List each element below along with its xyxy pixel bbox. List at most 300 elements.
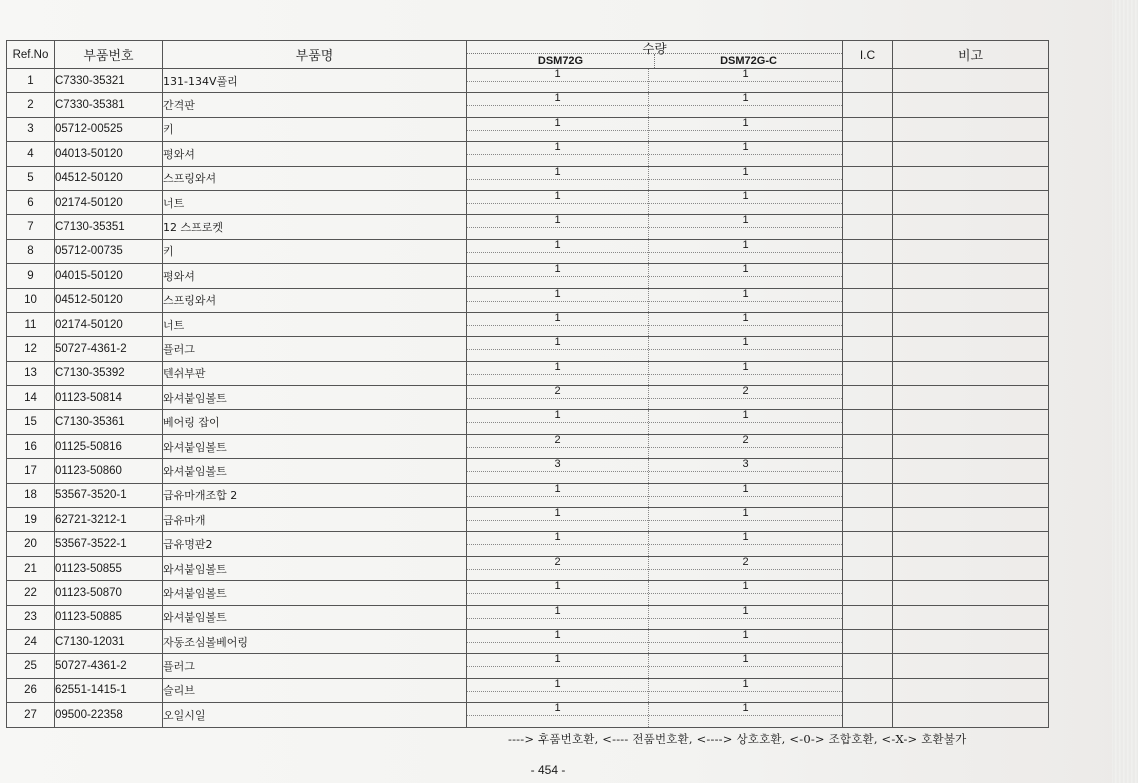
qty-model-a-cell — [467, 264, 649, 288]
dotted-rule — [649, 398, 842, 399]
part-name-cell: 플러그 — [163, 337, 467, 361]
ref-no-cell: 8 — [7, 239, 55, 263]
dotted-rule — [649, 349, 842, 350]
qty-model-a-cell — [467, 629, 649, 653]
qty-model-b-value: 1 — [742, 68, 749, 80]
dotted-rule — [467, 496, 648, 497]
qty-model-a-cell — [467, 703, 649, 727]
ref-no-cell: 6 — [7, 190, 55, 214]
part-name-cell: 텐쉬부판 — [163, 361, 467, 385]
ref-no-cell: 18 — [7, 483, 55, 507]
dotted-rule — [467, 422, 648, 423]
part-number-cell: 04015-50120 — [55, 264, 163, 288]
dotted-rule — [467, 593, 648, 594]
dotted-rule — [649, 301, 842, 302]
ic-cell — [843, 386, 893, 410]
qty-model-a-value: 1 — [554, 702, 561, 715]
ic-cell — [843, 117, 893, 141]
table-row — [7, 239, 1049, 263]
dotted-rule — [467, 471, 648, 472]
table-row — [7, 190, 1049, 214]
part-name-cell: 스프링와셔 — [163, 166, 467, 190]
part-number-cell: C7330-35381 — [55, 93, 163, 117]
table-header-row — [7, 41, 1049, 69]
qty-model-b-value: 2 — [742, 434, 749, 446]
part-name-cell: 와셔붙임볼트 — [163, 581, 467, 605]
remarks-cell — [893, 410, 1049, 434]
ref-no-cell: 25 — [7, 654, 55, 678]
dotted-rule — [649, 252, 842, 253]
dotted-rule — [467, 105, 648, 106]
dotted-rule — [467, 618, 648, 619]
qty-model-b-cell — [649, 459, 843, 483]
dotted-rule — [467, 374, 648, 375]
part-name-cell: 베어링 잡이 — [163, 410, 467, 434]
qty-model-a-cell — [467, 678, 649, 702]
part-number-cell: 53567-3520-1 — [55, 483, 163, 507]
ref-no-cell: 4 — [7, 142, 55, 166]
table-row — [7, 215, 1049, 239]
qty-model-a-value: 1 — [554, 605, 561, 617]
qty-model-a-value: 2 — [554, 434, 561, 446]
qty-model-b-value: 3 — [742, 458, 749, 471]
qty-model-a-cell — [467, 142, 649, 166]
dotted-rule — [467, 227, 648, 228]
ic-cell — [843, 142, 893, 166]
ref-no-cell: 14 — [7, 386, 55, 410]
header-remarks: 비고 — [893, 41, 1049, 69]
ref-no-cell: 10 — [7, 288, 55, 312]
remarks-cell — [893, 190, 1049, 214]
qty-model-b-value: 1 — [742, 141, 749, 154]
qty-model-a-value: 1 — [554, 531, 561, 544]
qty-model-b-value: 1 — [742, 653, 749, 666]
qty-model-b-cell — [649, 264, 843, 288]
qty-model-a-value: 1 — [554, 653, 561, 666]
part-number-cell: C7130-35351 — [55, 215, 163, 239]
dotted-rule — [649, 618, 842, 619]
part-number-cell: 50727-4361-2 — [55, 337, 163, 361]
part-number-cell: 05712-00735 — [55, 239, 163, 263]
remarks-cell — [893, 629, 1049, 653]
qty-model-a-value: 1 — [554, 141, 561, 154]
table-row — [7, 654, 1049, 678]
remarks-cell — [893, 703, 1049, 727]
ic-cell — [843, 483, 893, 507]
qty-model-b-cell — [649, 629, 843, 653]
qty-model-a-cell — [467, 654, 649, 678]
dotted-rule — [649, 496, 842, 497]
part-name-cell: 와셔붙임볼트 — [163, 434, 467, 458]
ic-cell — [843, 264, 893, 288]
qty-model-b-cell — [649, 361, 843, 385]
ref-no-cell: 12 — [7, 337, 55, 361]
ic-cell — [843, 69, 893, 93]
qty-model-a-cell — [467, 386, 649, 410]
qty-model-a-cell — [467, 410, 649, 434]
dotted-rule — [649, 569, 842, 570]
part-name-cell: 와셔붙임볼트 — [163, 386, 467, 410]
part-name-cell: 와셔붙임볼트 — [163, 459, 467, 483]
part-number-cell: C7130-12031 — [55, 629, 163, 653]
remarks-cell — [893, 361, 1049, 385]
part-number-cell: 50727-4361-2 — [55, 654, 163, 678]
ic-cell — [843, 312, 893, 336]
dotted-rule — [467, 81, 648, 82]
part-number-cell: 05712-00525 — [55, 117, 163, 141]
dotted-rule — [467, 544, 648, 545]
header-model-b: DSM72G-C — [720, 55, 777, 67]
header-model-columns — [467, 53, 842, 68]
qty-model-a-value: 1 — [554, 263, 561, 276]
remarks-cell — [893, 654, 1049, 678]
part-name-cell: 와셔붙임볼트 — [163, 556, 467, 580]
dotted-rule — [649, 691, 842, 692]
qty-model-a-value: 1 — [554, 336, 561, 349]
qty-model-a-cell — [467, 556, 649, 580]
remarks-cell — [893, 678, 1049, 702]
qty-model-a-value: 1 — [554, 483, 561, 495]
qty-model-b-cell — [649, 508, 843, 532]
part-name-cell: 키 — [163, 117, 467, 141]
part-number-cell: 62721-3212-1 — [55, 508, 163, 532]
qty-model-b-cell — [649, 581, 843, 605]
qty-model-b-value: 1 — [742, 678, 749, 690]
qty-model-a-value: 1 — [554, 312, 561, 324]
qty-model-a-value: 1 — [554, 678, 561, 690]
dotted-rule — [649, 203, 842, 204]
dotted-rule — [467, 569, 648, 570]
ref-no-cell: 13 — [7, 361, 55, 385]
ic-cell — [843, 190, 893, 214]
qty-model-b-cell — [649, 69, 843, 93]
qty-model-b-value: 1 — [742, 580, 749, 593]
qty-model-b-cell — [649, 288, 843, 312]
qty-model-b-cell — [649, 215, 843, 239]
qty-model-a-value: 1 — [554, 507, 561, 520]
qty-model-a-value: 1 — [554, 580, 561, 593]
table-row — [7, 410, 1049, 434]
ref-no-cell: 24 — [7, 629, 55, 653]
parts-table — [6, 40, 1049, 728]
part-name-cell: 12 스프로켓 — [163, 215, 467, 239]
dotted-rule — [467, 349, 648, 350]
dotted-rule — [467, 447, 648, 448]
dotted-rule — [649, 276, 842, 277]
dotted-rule — [467, 203, 648, 204]
remarks-cell — [893, 166, 1049, 190]
qty-model-b-cell — [649, 337, 843, 361]
dotted-rule — [467, 398, 648, 399]
part-name-cell: 자동조심볼베어링 — [163, 629, 467, 653]
part-name-cell: 슬리브 — [163, 678, 467, 702]
qty-model-b-cell — [649, 556, 843, 580]
remarks-cell — [893, 459, 1049, 483]
ic-cell — [843, 434, 893, 458]
part-name-cell: 간격판 — [163, 93, 467, 117]
dotted-rule — [649, 154, 842, 155]
interchangeability-legend: ----> 후품번호환, <---- 전품번호환, <----> 상호호환, <-0-> 조합호환, <-X-> 호환불가 — [508, 732, 967, 746]
ref-no-cell: 20 — [7, 532, 55, 556]
table-row — [7, 678, 1049, 702]
qty-model-a-value: 2 — [554, 556, 561, 568]
ic-cell — [843, 459, 893, 483]
qty-model-b-cell — [649, 483, 843, 507]
ic-cell — [843, 215, 893, 239]
dotted-rule — [467, 154, 648, 155]
table-row — [7, 142, 1049, 166]
qty-model-b-value: 1 — [742, 361, 749, 373]
qty-model-a-cell — [467, 337, 649, 361]
qty-model-a-cell — [467, 581, 649, 605]
part-number-cell: 01123-50870 — [55, 581, 163, 605]
qty-model-a-cell — [467, 288, 649, 312]
qty-model-a-cell — [467, 434, 649, 458]
remarks-cell — [893, 288, 1049, 312]
header-ic: I.C — [843, 41, 893, 69]
part-number-cell: C7130-35392 — [55, 361, 163, 385]
qty-model-a-cell — [467, 532, 649, 556]
qty-model-b-cell — [649, 190, 843, 214]
dotted-rule — [649, 715, 842, 716]
dotted-rule — [649, 544, 842, 545]
ref-no-cell: 21 — [7, 556, 55, 580]
qty-model-b-cell — [649, 678, 843, 702]
part-name-cell: 너트 — [163, 190, 467, 214]
dotted-rule — [467, 520, 648, 521]
part-number-cell: 01123-50860 — [55, 459, 163, 483]
remarks-cell — [893, 337, 1049, 361]
header-part-name: 부품명 — [163, 41, 467, 69]
qty-model-a-value: 1 — [554, 409, 561, 422]
part-name-cell: 급유마개조합 2 — [163, 483, 467, 507]
dotted-rule — [649, 227, 842, 228]
part-number-cell: 04512-50120 — [55, 288, 163, 312]
dotted-rule — [649, 81, 842, 82]
qty-model-b-value: 1 — [742, 166, 749, 178]
parts-table-body — [7, 69, 1049, 728]
table-row — [7, 166, 1049, 190]
part-number-cell: 09500-22358 — [55, 703, 163, 727]
table-row — [7, 337, 1049, 361]
table-row — [7, 386, 1049, 410]
ic-cell — [843, 288, 893, 312]
remarks-cell — [893, 434, 1049, 458]
ic-cell — [843, 410, 893, 434]
remarks-cell — [893, 239, 1049, 263]
qty-model-b-value: 1 — [742, 531, 749, 544]
qty-model-a-cell — [467, 93, 649, 117]
dotted-rule — [649, 422, 842, 423]
part-name-cell: 오일시일 — [163, 703, 467, 727]
remarks-cell — [893, 215, 1049, 239]
table-row — [7, 312, 1049, 336]
qty-model-a-value: 1 — [554, 361, 561, 373]
table-row — [7, 581, 1049, 605]
dotted-rule — [467, 691, 648, 692]
part-number-cell: 01123-50855 — [55, 556, 163, 580]
dotted-rule — [467, 179, 648, 180]
qty-model-b-value: 1 — [742, 483, 749, 495]
part-number-cell: 01125-50816 — [55, 434, 163, 458]
remarks-cell — [893, 483, 1049, 507]
ic-cell — [843, 678, 893, 702]
qty-model-b-value: 1 — [742, 702, 749, 715]
page-number: - 454 - — [530, 763, 566, 777]
part-number-cell: 62551-1415-1 — [55, 678, 163, 702]
qty-model-b-cell — [649, 142, 843, 166]
qty-model-b-value: 1 — [742, 336, 749, 349]
qty-model-b-cell — [649, 410, 843, 434]
header-quantity-label: 수량 — [642, 41, 667, 56]
qty-model-b-value: 1 — [742, 117, 749, 129]
qty-model-b-value: 1 — [742, 507, 749, 520]
remarks-cell — [893, 605, 1049, 629]
table-row — [7, 556, 1049, 580]
part-number-cell: 04013-50120 — [55, 142, 163, 166]
qty-model-a-value: 1 — [554, 92, 561, 105]
table-row — [7, 532, 1049, 556]
dotted-rule — [649, 325, 842, 326]
qty-model-b-value: 2 — [742, 556, 749, 568]
qty-model-a-value: 1 — [554, 288, 561, 300]
qty-model-b-value: 1 — [742, 605, 749, 617]
ref-no-cell: 26 — [7, 678, 55, 702]
qty-model-b-cell — [649, 386, 843, 410]
ic-cell — [843, 239, 893, 263]
qty-model-b-cell — [649, 117, 843, 141]
qty-model-a-cell — [467, 605, 649, 629]
qty-model-b-value: 1 — [742, 263, 749, 276]
ic-cell — [843, 166, 893, 190]
ref-no-cell: 3 — [7, 117, 55, 141]
dotted-rule — [467, 666, 648, 667]
table-row — [7, 69, 1049, 93]
part-number-cell: C7130-35361 — [55, 410, 163, 434]
dotted-rule — [649, 666, 842, 667]
ref-no-cell: 27 — [7, 703, 55, 727]
table-row — [7, 264, 1049, 288]
table-row — [7, 605, 1049, 629]
ic-cell — [843, 93, 893, 117]
qty-model-a-cell — [467, 69, 649, 93]
qty-model-b-value: 1 — [742, 288, 749, 300]
ref-no-cell: 1 — [7, 69, 55, 93]
qty-model-a-cell — [467, 312, 649, 336]
part-name-cell: 와셔붙임볼트 — [163, 605, 467, 629]
table-row — [7, 459, 1049, 483]
ic-cell — [843, 654, 893, 678]
table-row — [7, 629, 1049, 653]
dotted-rule — [649, 179, 842, 180]
qty-model-a-cell — [467, 117, 649, 141]
part-name-cell: 스프링와셔 — [163, 288, 467, 312]
part-number-cell: C7330-35321 — [55, 69, 163, 93]
part-number-cell: 01123-50885 — [55, 605, 163, 629]
dotted-rule — [467, 130, 648, 131]
qty-model-a-cell — [467, 508, 649, 532]
remarks-cell — [893, 142, 1049, 166]
table-row — [7, 434, 1049, 458]
qty-model-b-cell — [649, 239, 843, 263]
qty-model-b-cell — [649, 703, 843, 727]
table-row — [7, 703, 1049, 727]
qty-model-a-cell — [467, 239, 649, 263]
remarks-cell — [893, 581, 1049, 605]
dotted-rule — [649, 520, 842, 521]
dotted-rule — [649, 593, 842, 594]
qty-model-b-value: 1 — [742, 190, 749, 202]
part-name-cell: 131-134V풀리 — [163, 69, 467, 93]
ic-cell — [843, 532, 893, 556]
dotted-rule — [467, 301, 648, 302]
qty-model-a-value: 1 — [554, 239, 561, 251]
qty-model-b-cell — [649, 434, 843, 458]
remarks-cell — [893, 117, 1049, 141]
dotted-rule — [649, 447, 842, 448]
ic-cell — [843, 361, 893, 385]
header-ref-no: Ref.No — [7, 41, 55, 69]
table-row — [7, 508, 1049, 532]
part-number-cell: 02174-50120 — [55, 190, 163, 214]
table-row — [7, 483, 1049, 507]
qty-model-a-value: 1 — [554, 117, 561, 129]
part-name-cell: 플러그 — [163, 654, 467, 678]
dotted-rule — [649, 374, 842, 375]
dotted-rule — [649, 642, 842, 643]
header-part-number: 부품번호 — [55, 41, 163, 69]
header-quantity — [467, 41, 843, 69]
qty-model-b-cell — [649, 93, 843, 117]
qty-model-a-value: 1 — [554, 166, 561, 178]
ref-no-cell: 5 — [7, 166, 55, 190]
remarks-cell — [893, 93, 1049, 117]
table-row — [7, 117, 1049, 141]
ic-cell — [843, 337, 893, 361]
qty-model-a-value: 1 — [554, 68, 561, 80]
qty-model-b-value: 1 — [742, 92, 749, 105]
remarks-cell — [893, 532, 1049, 556]
ref-no-cell: 7 — [7, 215, 55, 239]
qty-model-b-cell — [649, 312, 843, 336]
qty-model-b-value: 1 — [742, 629, 749, 641]
table-row — [7, 93, 1049, 117]
part-name-cell: 급유마개 — [163, 508, 467, 532]
qty-model-b-cell — [649, 605, 843, 629]
dotted-rule — [467, 642, 648, 643]
part-name-cell: 너트 — [163, 312, 467, 336]
qty-model-b-value: 1 — [742, 409, 749, 422]
dotted-rule — [467, 715, 648, 716]
qty-model-b-value: 2 — [742, 385, 749, 398]
dotted-rule — [649, 105, 842, 106]
ref-no-cell: 11 — [7, 312, 55, 336]
qty-model-b-cell — [649, 654, 843, 678]
qty-model-a-value: 1 — [554, 190, 561, 202]
part-number-cell: 02174-50120 — [55, 312, 163, 336]
dotted-rule — [467, 325, 648, 326]
dotted-rule — [649, 130, 842, 131]
part-number-cell: 53567-3522-1 — [55, 532, 163, 556]
ref-no-cell: 2 — [7, 93, 55, 117]
remarks-cell — [893, 264, 1049, 288]
qty-model-a-cell — [467, 459, 649, 483]
qty-model-a-cell — [467, 166, 649, 190]
table-row — [7, 361, 1049, 385]
qty-model-a-cell — [467, 190, 649, 214]
dotted-rule — [467, 276, 648, 277]
header-model-a: DSM72G — [467, 54, 655, 68]
